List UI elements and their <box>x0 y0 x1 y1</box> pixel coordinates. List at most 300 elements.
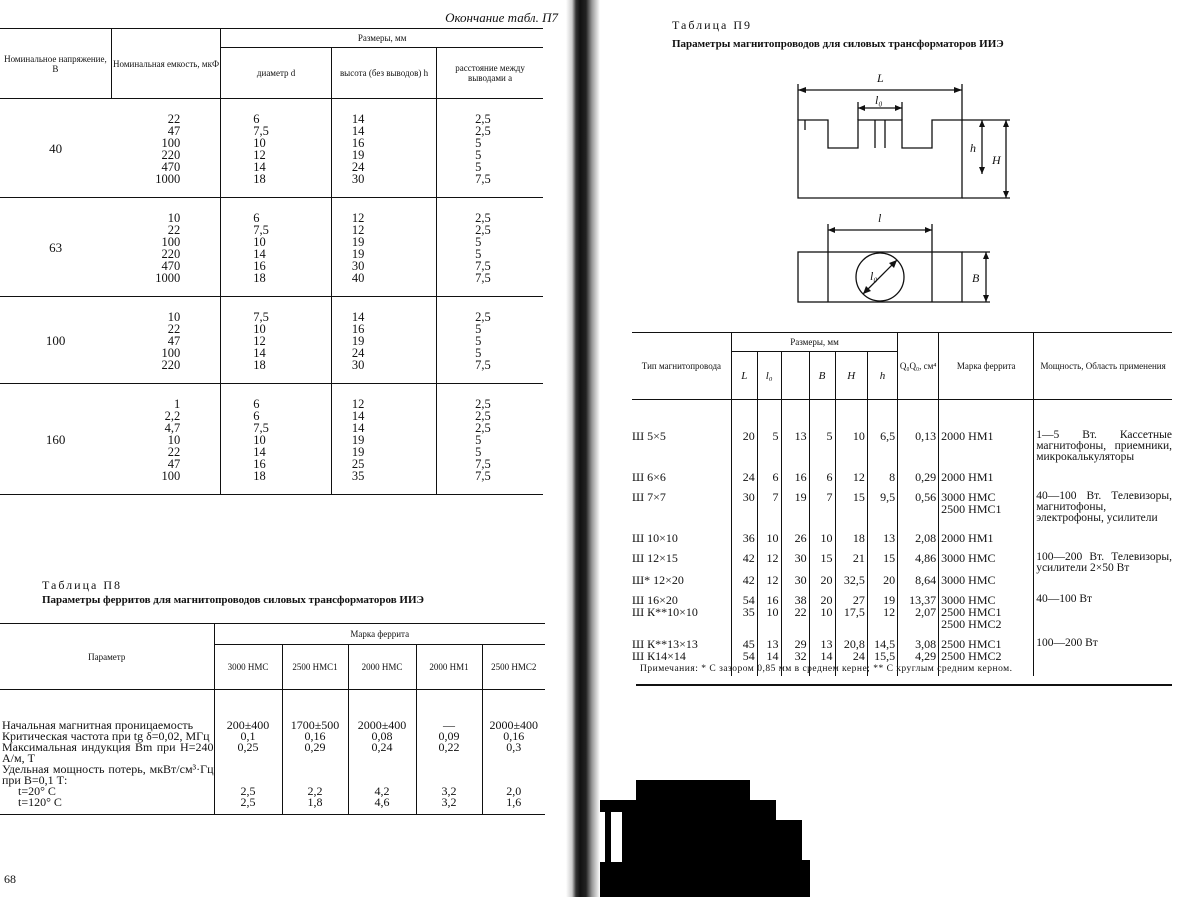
p9-brand-line: 3000 НМС <box>941 573 996 587</box>
p9-type: Ш 7×7 <box>632 490 666 504</box>
p9-size-l0: 12 <box>757 544 781 574</box>
p9-size-B: 14 <box>809 650 835 676</box>
p7-cell: 18 <box>253 469 266 483</box>
p7-cell: 5 <box>475 322 482 336</box>
p8-value: 0,29 <box>282 742 348 764</box>
p7-cell: 30 <box>351 259 365 273</box>
p7-cell: 19 <box>351 445 365 459</box>
p9-size-H: 12 <box>835 463 867 483</box>
p9-power: 100—200 Вт <box>1034 630 1172 650</box>
p9-header-q: Q₀Q₀, см⁴ <box>898 333 939 400</box>
p7-cell: 1000 <box>155 172 181 186</box>
p9-size-l: 30 <box>781 574 809 586</box>
p9-brand <box>939 574 1034 586</box>
p8-value: 0,25 <box>214 742 282 764</box>
p9-brand <box>939 400 1034 464</box>
p7-cell: 14 <box>351 409 365 423</box>
p9-size-l: 30 <box>781 544 809 574</box>
p7-cell: 470 <box>161 259 181 273</box>
p9-brand-line: 2500 НМС1 <box>941 502 1002 516</box>
p7-cell: 16 <box>351 136 365 150</box>
p7-header-capacity: Номинальная емкость, мкФ <box>111 29 220 99</box>
p8-title: Таблица П8 <box>42 578 122 592</box>
p7-cell: 100 <box>161 136 181 150</box>
p7-cell: 7,5 <box>253 310 269 324</box>
p7-cell: 19 <box>351 247 365 261</box>
p9-size-B: 10 <box>809 524 835 544</box>
p8-value: — <box>416 690 482 732</box>
p8-value: 0,16 <box>482 731 545 742</box>
p9-size-l: 19 <box>781 483 809 524</box>
p7-cell: 24 <box>351 160 365 174</box>
table-row <box>0 297 543 384</box>
p7-col-d <box>221 99 332 198</box>
p8-col-header: 2000 НМС <box>348 645 416 690</box>
table-row <box>0 797 545 815</box>
table-row <box>632 574 1172 586</box>
p9-size-H: 18 <box>835 524 867 544</box>
p9-header-L: L <box>731 352 757 400</box>
p7-cell: 12 <box>253 148 266 162</box>
p7-cell: 35 <box>351 469 365 483</box>
p8-value <box>482 764 545 786</box>
p7-header-spacing: расстояние между выводами a <box>437 48 543 99</box>
p7-cell: 16 <box>253 457 266 471</box>
table-p8 <box>0 623 545 815</box>
p9-q: 13,37 <box>898 586 939 606</box>
p9-brand <box>939 606 1034 630</box>
p7-col-h <box>331 297 436 384</box>
p7-cell: 10 <box>167 310 181 324</box>
p8-header-brand: Марка феррита <box>214 624 545 645</box>
p7-col-h <box>331 99 436 198</box>
p9-size-B: 7 <box>809 483 835 524</box>
p9-q: 2,08 <box>898 524 939 544</box>
p7-cell: 10 <box>253 136 266 150</box>
p9-type: Ш К14×14 <box>632 649 686 663</box>
p9-size-l: 13 <box>781 400 809 464</box>
p7-cell: 2,2 <box>164 409 181 423</box>
p7-cell: 5 <box>475 433 482 447</box>
p7-header-height: высота (без выводов) h <box>331 48 436 99</box>
label-l0: l₀ <box>875 93 883 107</box>
p7-cell: 5 <box>475 334 482 348</box>
p7-cell: 10 <box>253 235 266 249</box>
p9-note: Примечания: * С зазором 0,85 мм в среднем керне; ** С круглым средним керном. <box>640 664 1013 674</box>
p9-bottom-rule <box>636 684 1172 686</box>
p9-size-l: 16 <box>781 463 809 483</box>
p9-type: Ш 16×20 <box>632 593 678 607</box>
p9-brand-line: 2500 НМС1 <box>941 637 1002 651</box>
p9-size-l0: 14 <box>757 650 781 676</box>
p9-size-l0: 12 <box>757 574 781 586</box>
p7-col-cap <box>111 198 220 297</box>
p7-cell: 16 <box>351 322 365 336</box>
p8-param: Удельная мощность потерь, мкВт/см³·Гц при B=0,1 Т: <box>2 762 214 787</box>
p7-cell: 18 <box>253 271 266 285</box>
p7-cell: 14 <box>253 160 266 174</box>
p7-cell: 18 <box>253 172 266 186</box>
p7-cell: 12 <box>253 334 266 348</box>
p9-size-L: 45 <box>731 630 757 650</box>
p7-cell: 7,5 <box>475 358 491 372</box>
table-row <box>0 742 545 764</box>
p9-size-h: 6,5 <box>867 400 897 464</box>
p9-size-L: 30 <box>731 483 757 524</box>
table-row <box>0 764 545 786</box>
p9-header-l <box>781 352 809 400</box>
p7-cell: 1 <box>174 397 181 411</box>
p7-header-sizes: Размеры, мм <box>221 29 543 48</box>
p9-header-H: H <box>835 352 867 400</box>
p9-size-B: 13 <box>809 630 835 650</box>
p7-col-d <box>221 384 332 495</box>
p9-size-H: 17,5 <box>835 606 867 630</box>
p7-cell: 22 <box>167 445 181 459</box>
p8-param: Начальная магнитная проницаемость <box>2 718 194 732</box>
table-row <box>0 786 545 797</box>
p7-col-cap <box>111 99 220 198</box>
p7-cell: 2,5 <box>475 223 491 237</box>
p7-cell: 6 <box>253 409 260 423</box>
p9-brand-line: 3000 НМС <box>941 490 996 504</box>
p7-cell: 4,7 <box>164 421 181 435</box>
p7-voltage: 100 <box>0 297 111 384</box>
core-diagram <box>750 60 1010 310</box>
p7-cell: 7,5 <box>475 259 491 273</box>
p9-size-h: 8 <box>867 463 897 483</box>
p7-col-d <box>221 198 332 297</box>
p9-size-l0: 5 <box>757 400 781 464</box>
p7-cell: 5 <box>475 235 482 249</box>
p7-cell: 10 <box>253 322 266 336</box>
p7-col-a <box>437 99 543 198</box>
table-row <box>0 99 543 198</box>
p9-size-l: 32 <box>781 650 809 676</box>
p7-cell: 100 <box>161 346 181 360</box>
p9-power: 1—5 Вт. Кассетные магнитофоны, приемники, микрокалькуляторы <box>1034 400 1172 464</box>
p7-cell: 12 <box>351 223 365 237</box>
p8-value: 4,6 <box>348 797 416 815</box>
p9-brand-line: 2000 НМ1 <box>941 470 994 484</box>
p8-header-param: Параметр <box>0 624 214 690</box>
p9-size-l0: 10 <box>757 606 781 630</box>
p7-cell: 22 <box>167 112 181 126</box>
p7-cell: 100 <box>161 469 181 483</box>
book-gutter <box>566 0 600 897</box>
p9-size-H: 24 <box>835 650 867 676</box>
p9-power: 100—200 Вт. Телевизоры, усилители 2×50 Вт <box>1034 544 1172 574</box>
p7-cell: 19 <box>351 148 365 162</box>
p7-col-cap <box>111 297 220 384</box>
p7-cell: 14 <box>351 124 365 138</box>
p7-col-d <box>221 297 332 384</box>
p7-cell: 7,5 <box>475 271 491 285</box>
p7-cell: 30 <box>351 358 365 372</box>
p9-brand <box>939 586 1034 606</box>
p7-cell: 7,5 <box>253 421 269 435</box>
table-row <box>0 690 545 732</box>
p7-cell: 14 <box>351 310 365 324</box>
p9-header-brand: Марка феррита <box>939 333 1034 400</box>
p7-cell: 40 <box>351 271 365 285</box>
p8-value: 0,08 <box>348 731 416 742</box>
p7-voltage: 160 <box>0 384 111 495</box>
p9-size-h: 15 <box>867 544 897 574</box>
p9-power: 40—100 Вт <box>1034 586 1172 606</box>
p9-header-sizes: Размеры, мм <box>731 333 897 352</box>
p7-cell: 47 <box>167 124 181 138</box>
p9-brand-line: 3000 НМС <box>941 593 996 607</box>
table-row <box>632 544 1172 574</box>
p7-cell: 470 <box>161 160 181 174</box>
p9-size-B: 6 <box>809 463 835 483</box>
p8-value <box>416 764 482 786</box>
p7-cell: 19 <box>351 235 365 249</box>
p9-brand <box>939 630 1034 650</box>
p9-size-H: 27 <box>835 586 867 606</box>
p7-cell: 24 <box>351 346 365 360</box>
table-row <box>0 384 543 495</box>
p7-header-voltage: Номинальное напряжение, В <box>0 29 111 99</box>
p9-size-H: 15 <box>835 483 867 524</box>
p8-value: 3,2 <box>416 786 482 797</box>
p8-value: 200±400 <box>214 690 282 732</box>
p7-cell: 10 <box>253 433 266 447</box>
p7-cell: 100 <box>161 235 181 249</box>
p7-cell: 14 <box>253 445 266 459</box>
p9-q: 4,29 <box>898 650 939 676</box>
p9-q: 0,56 <box>898 483 939 524</box>
p7-cell: 14 <box>351 112 365 126</box>
p9-brand-line: 2000 НМ1 <box>941 531 994 545</box>
p9-header-type: Тип магнитопровода <box>632 333 731 400</box>
p8-param: t=20° С <box>18 784 56 798</box>
p9-power <box>1034 524 1172 544</box>
p7-cell: 2,5 <box>475 409 491 423</box>
p8-value: 0,16 <box>282 731 348 742</box>
p8-value: 1700±500 <box>282 690 348 732</box>
p9-brand <box>939 524 1034 544</box>
p7-col-cap <box>111 384 220 495</box>
p7-cell: 10 <box>167 211 181 225</box>
p7-col-a <box>437 297 543 384</box>
label-h: h <box>970 141 976 155</box>
table-row <box>632 630 1172 650</box>
table-row <box>632 463 1172 483</box>
p8-value <box>282 764 348 786</box>
p9-size-B: 20 <box>809 574 835 586</box>
p7-cell: 6 <box>253 211 260 225</box>
p7-cell: 220 <box>161 247 181 261</box>
p9-size-L: 42 <box>731 544 757 574</box>
p7-cell: 7,5 <box>475 172 491 186</box>
p9-q: 3,08 <box>898 630 939 650</box>
p9-size-l: 38 <box>781 586 809 606</box>
p9-brand <box>939 483 1034 524</box>
p9-size-h: 14,5 <box>867 630 897 650</box>
p9-brand-line: 2500 НМС2 <box>941 649 1002 663</box>
p8-value: 1,6 <box>482 797 545 815</box>
p7-col-a <box>437 198 543 297</box>
p9-size-l0: 6 <box>757 463 781 483</box>
p8-value <box>348 764 416 786</box>
p7-cell: 47 <box>167 334 181 348</box>
table-row <box>632 483 1172 524</box>
p7-cell: 2,5 <box>475 397 491 411</box>
p7-col-h <box>331 198 436 297</box>
p9-brand <box>939 463 1034 483</box>
p8-value: 0,09 <box>416 731 482 742</box>
p9-header-B: B <box>809 352 835 400</box>
p9-size-B: 20 <box>809 586 835 606</box>
label-l0-circle: l₀ <box>870 269 878 283</box>
p9-power <box>1034 650 1172 676</box>
p9-size-l0: 10 <box>757 524 781 544</box>
p9-size-h: 15,5 <box>867 650 897 676</box>
p9-q: 0,29 <box>898 463 939 483</box>
p8-value: 2000±400 <box>482 690 545 732</box>
p9-q: 0,13 <box>898 400 939 464</box>
p9-brand-line: 2500 НМС1 <box>941 605 1002 619</box>
p9-size-L: 36 <box>731 524 757 544</box>
p9-type: Ш 5×5 <box>632 429 666 443</box>
left-page <box>0 0 566 897</box>
p9-brand-line: 3000 НМС <box>941 551 996 565</box>
table-row <box>0 198 543 297</box>
page-number: 68 <box>4 872 16 886</box>
p9-header-h: h <box>867 352 897 400</box>
p7-cell: 12 <box>351 211 365 225</box>
p9-size-l: 22 <box>781 606 809 630</box>
p7-cell: 14 <box>253 346 266 360</box>
p8-value: 2000±400 <box>348 690 416 732</box>
p7-cell: 19 <box>351 433 365 447</box>
p9-power: 40—100 Вт. Телевизоры, магнитофоны, электрофоны, усилители <box>1034 483 1172 524</box>
table-row <box>632 606 1172 630</box>
p7-cell: 19 <box>351 334 365 348</box>
p7-cell: 22 <box>167 322 181 336</box>
p8-param: Критическая частота при tg δ=0,02, МГц <box>2 729 210 743</box>
p9-type: Ш* 12×20 <box>632 573 684 587</box>
p7-cell: 22 <box>167 223 181 237</box>
p7-cell: 220 <box>161 358 181 372</box>
p7-caption: Окончание табл. П7 <box>445 10 558 25</box>
p7-cell: 220 <box>161 148 181 162</box>
p7-cell: 5 <box>475 160 482 174</box>
p7-cell: 2,5 <box>475 124 491 138</box>
p8-value: 2,2 <box>282 786 348 797</box>
p9-q: 8,64 <box>898 574 939 586</box>
p8-param: t=120° С <box>0 797 214 815</box>
p9-type: Ш К**13×13 <box>632 637 698 651</box>
p9-q: 2,07 <box>898 606 939 630</box>
label-B: B <box>972 271 980 285</box>
p9-power <box>1034 463 1172 483</box>
p9-size-H: 21 <box>835 544 867 574</box>
p9-brand-line: 2000 НМ1 <box>941 429 994 443</box>
p7-cell: 10 <box>167 433 181 447</box>
p8-value: 4,2 <box>348 786 416 797</box>
p8-param: Максимальная индукция Bm при H=240 А/м, Т <box>2 740 214 765</box>
p9-size-B: 15 <box>809 544 835 574</box>
p8-col-header: 3000 НМС <box>214 645 282 690</box>
p9-brand <box>939 544 1034 574</box>
p7-cell: 18 <box>253 358 266 372</box>
table-p9 <box>632 332 1172 676</box>
p9-size-l: 29 <box>781 630 809 650</box>
p7-cell: 5 <box>475 346 482 360</box>
p8-subtitle: Параметры ферритов для магнитопроводов силовых трансформаторов ИИЭ <box>42 594 424 606</box>
p9-title: Таблица П9 <box>672 18 752 32</box>
p8-value: 2,0 <box>482 786 545 797</box>
p7-cell: 2,5 <box>475 112 491 126</box>
p7-cell: 7,5 <box>475 457 491 471</box>
p7-cell: 2,5 <box>475 310 491 324</box>
p8-value: 2,5 <box>214 786 282 797</box>
p9-brand-line: 2500 НМС2 <box>941 617 1002 631</box>
p7-cell: 7,5 <box>253 223 269 237</box>
p8-col-header: 2000 НМ1 <box>416 645 482 690</box>
p9-size-L: 42 <box>731 574 757 586</box>
p7-cell: 14 <box>253 247 266 261</box>
table-row <box>632 524 1172 544</box>
p7-cell: 1000 <box>155 271 181 285</box>
label-l: l <box>878 211 882 225</box>
p8-value: 0,3 <box>482 742 545 764</box>
p7-cell: 5 <box>475 148 482 162</box>
p7-cell: 14 <box>351 421 365 435</box>
p9-header-power: Мощность, Область применения <box>1034 333 1172 400</box>
p9-size-H: 32,5 <box>835 574 867 586</box>
p9-power <box>1034 606 1172 630</box>
table-row <box>632 400 1172 464</box>
p9-q: 4,86 <box>898 544 939 574</box>
p7-cell: 5 <box>475 247 482 261</box>
p9-size-h: 9,5 <box>867 483 897 524</box>
p7-cell: 30 <box>351 172 365 186</box>
p7-cell: 6 <box>253 397 260 411</box>
p8-value <box>214 764 282 786</box>
p9-size-H: 10 <box>835 400 867 464</box>
p9-size-L: 35 <box>731 606 757 630</box>
p7-header-diameter: диаметр d <box>221 48 332 99</box>
p9-type: Ш 12×15 <box>632 551 678 565</box>
p9-size-l0: 13 <box>757 630 781 650</box>
p9-type: Ш К**10×10 <box>632 605 698 619</box>
p7-cell: 6 <box>253 112 260 126</box>
p7-col-a <box>437 384 543 495</box>
p9-type: Ш 6×6 <box>632 470 666 484</box>
p7-cell: 2,5 <box>475 421 491 435</box>
p9-header-l0: l₀ <box>757 352 781 400</box>
p9-size-l0: 7 <box>757 483 781 524</box>
p8-value: 0,24 <box>348 742 416 764</box>
label-L: L <box>877 71 884 85</box>
p7-cell: 5 <box>475 136 482 150</box>
p9-size-H: 20,8 <box>835 630 867 650</box>
p9-type: Ш 10×10 <box>632 531 678 545</box>
p7-voltage: 40 <box>0 99 111 198</box>
p9-size-B: 5 <box>809 400 835 464</box>
p7-cell: 7,5 <box>253 124 269 138</box>
p7-cell: 7,5 <box>475 469 491 483</box>
p9-size-h: 13 <box>867 524 897 544</box>
p7-voltage: 63 <box>0 198 111 297</box>
table-row <box>632 586 1172 606</box>
p9-size-l0: 16 <box>757 586 781 606</box>
p9-size-L: 54 <box>731 586 757 606</box>
